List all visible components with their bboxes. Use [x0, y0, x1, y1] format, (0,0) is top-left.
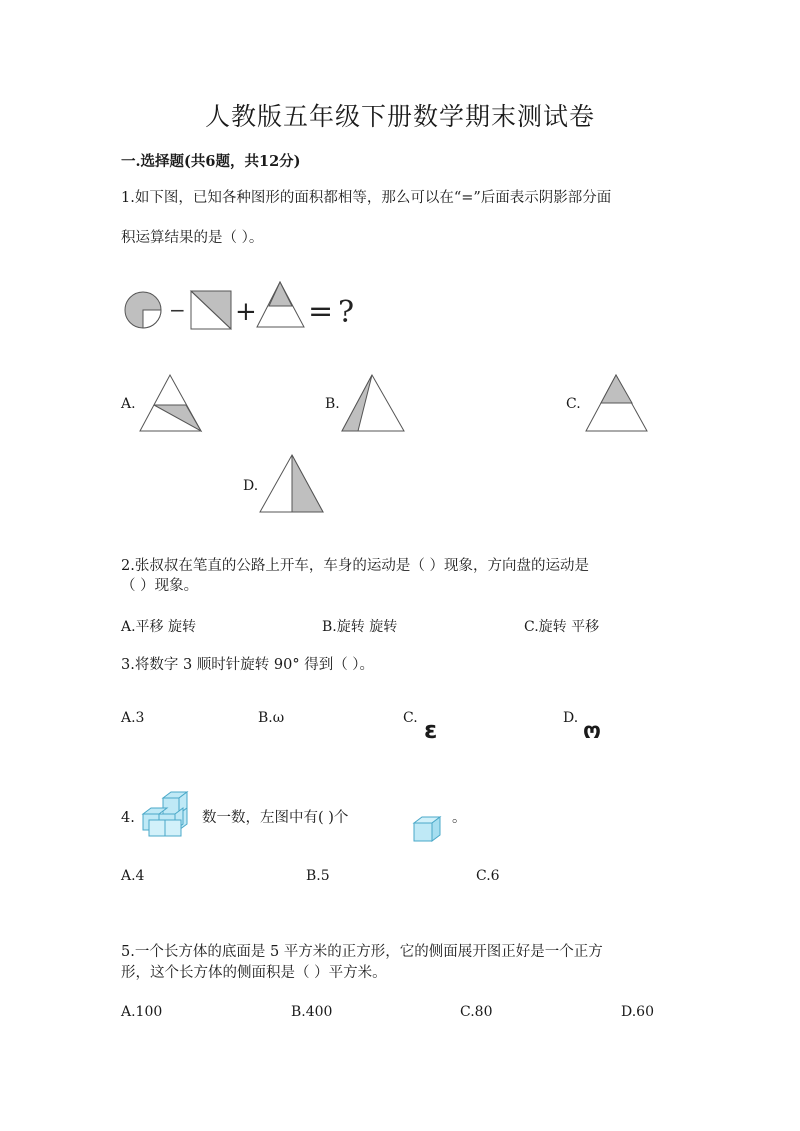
q1-equation-figure — [121, 280, 371, 335]
page-title: 人教版五年级下册数学期末测试卷 — [204, 102, 595, 131]
plus-sign: + — [235, 297, 257, 327]
q1-option-c-figure — [585, 374, 649, 434]
q1-option-d-figure — [259, 454, 325, 514]
q3-text: 3.将数字 3 顺时针旋转 90° 得到（ ）。 — [121, 657, 375, 673]
q4-option-b[interactable]: B.5 — [306, 868, 330, 884]
q2-option-a[interactable]: A.平移 旋转 — [121, 619, 197, 635]
q1-option-d[interactable]: D. — [243, 478, 259, 494]
q3-option-a[interactable]: A.3 — [121, 710, 145, 726]
q5-option-c[interactable]: C.80 — [460, 1004, 493, 1020]
quarter-circle-shape — [125, 292, 161, 328]
section-heading: 一.选择题(共6题，共12分) — [121, 153, 301, 170]
minus-sign: − — [169, 298, 186, 322]
q1-option-b[interactable]: B. — [325, 396, 340, 412]
q2-option-c[interactable]: C.旋转 平移 — [524, 619, 600, 635]
q5-option-a[interactable]: A.100 — [121, 1004, 163, 1020]
q3-option-d[interactable]: D. — [563, 710, 579, 726]
q3-option-c[interactable]: C. — [403, 710, 418, 726]
q1-option-b-figure — [341, 374, 405, 434]
q2-option-b[interactable]: B.旋转 旋转 — [322, 619, 398, 635]
q5-text-line1: 5.一个长方体的底面是 5 平方米的正方形，它的侧面展开图正好是一个正方 — [121, 944, 603, 960]
q4-text: 数一数，左图中有( )个 — [202, 810, 349, 826]
q1-option-a[interactable]: A. — [121, 396, 136, 412]
q3-option-c-glyph: ɛ — [424, 716, 438, 744]
q4-option-c[interactable]: C.6 — [476, 868, 500, 884]
q4-text-end: 。 — [452, 810, 467, 826]
equals-sign: = — [308, 294, 334, 329]
q2-text-line2: （ ）现象。 — [121, 578, 199, 594]
q3-option-d-glyph: ო — [583, 719, 601, 744]
triangle-top-shaded-shape — [257, 282, 304, 327]
question-mark: ? — [338, 295, 355, 330]
q1-option-c[interactable]: C. — [566, 396, 581, 412]
q4-cube-stack-figure — [139, 790, 199, 842]
q3-option-b[interactable]: B.ω — [258, 710, 285, 726]
q4-option-a[interactable]: A.4 — [121, 868, 145, 884]
q5-option-b[interactable]: B.400 — [291, 1004, 333, 1020]
q2-text-line1: 2.张叔叔在笔直的公路上开车，车身的运动是（ ）现象，方向盘的运动是 — [121, 558, 589, 574]
half-square-shape — [191, 291, 231, 329]
q1-text-line1: 1.如下图，已知各种图形的面积都相等，那么可以在“=”后面表示阴影部分面 — [121, 190, 612, 206]
q5-text-line2: 形，这个长方体的侧面积是（ ）平方米。 — [121, 965, 387, 981]
q1-text-line2: 积运算结果的是（ ）。 — [121, 230, 264, 246]
q4-number: 4. — [121, 810, 135, 826]
q1-option-a-figure — [139, 374, 203, 434]
q5-option-d[interactable]: D.60 — [621, 1004, 654, 1020]
q4-single-cube-icon — [412, 815, 442, 843]
